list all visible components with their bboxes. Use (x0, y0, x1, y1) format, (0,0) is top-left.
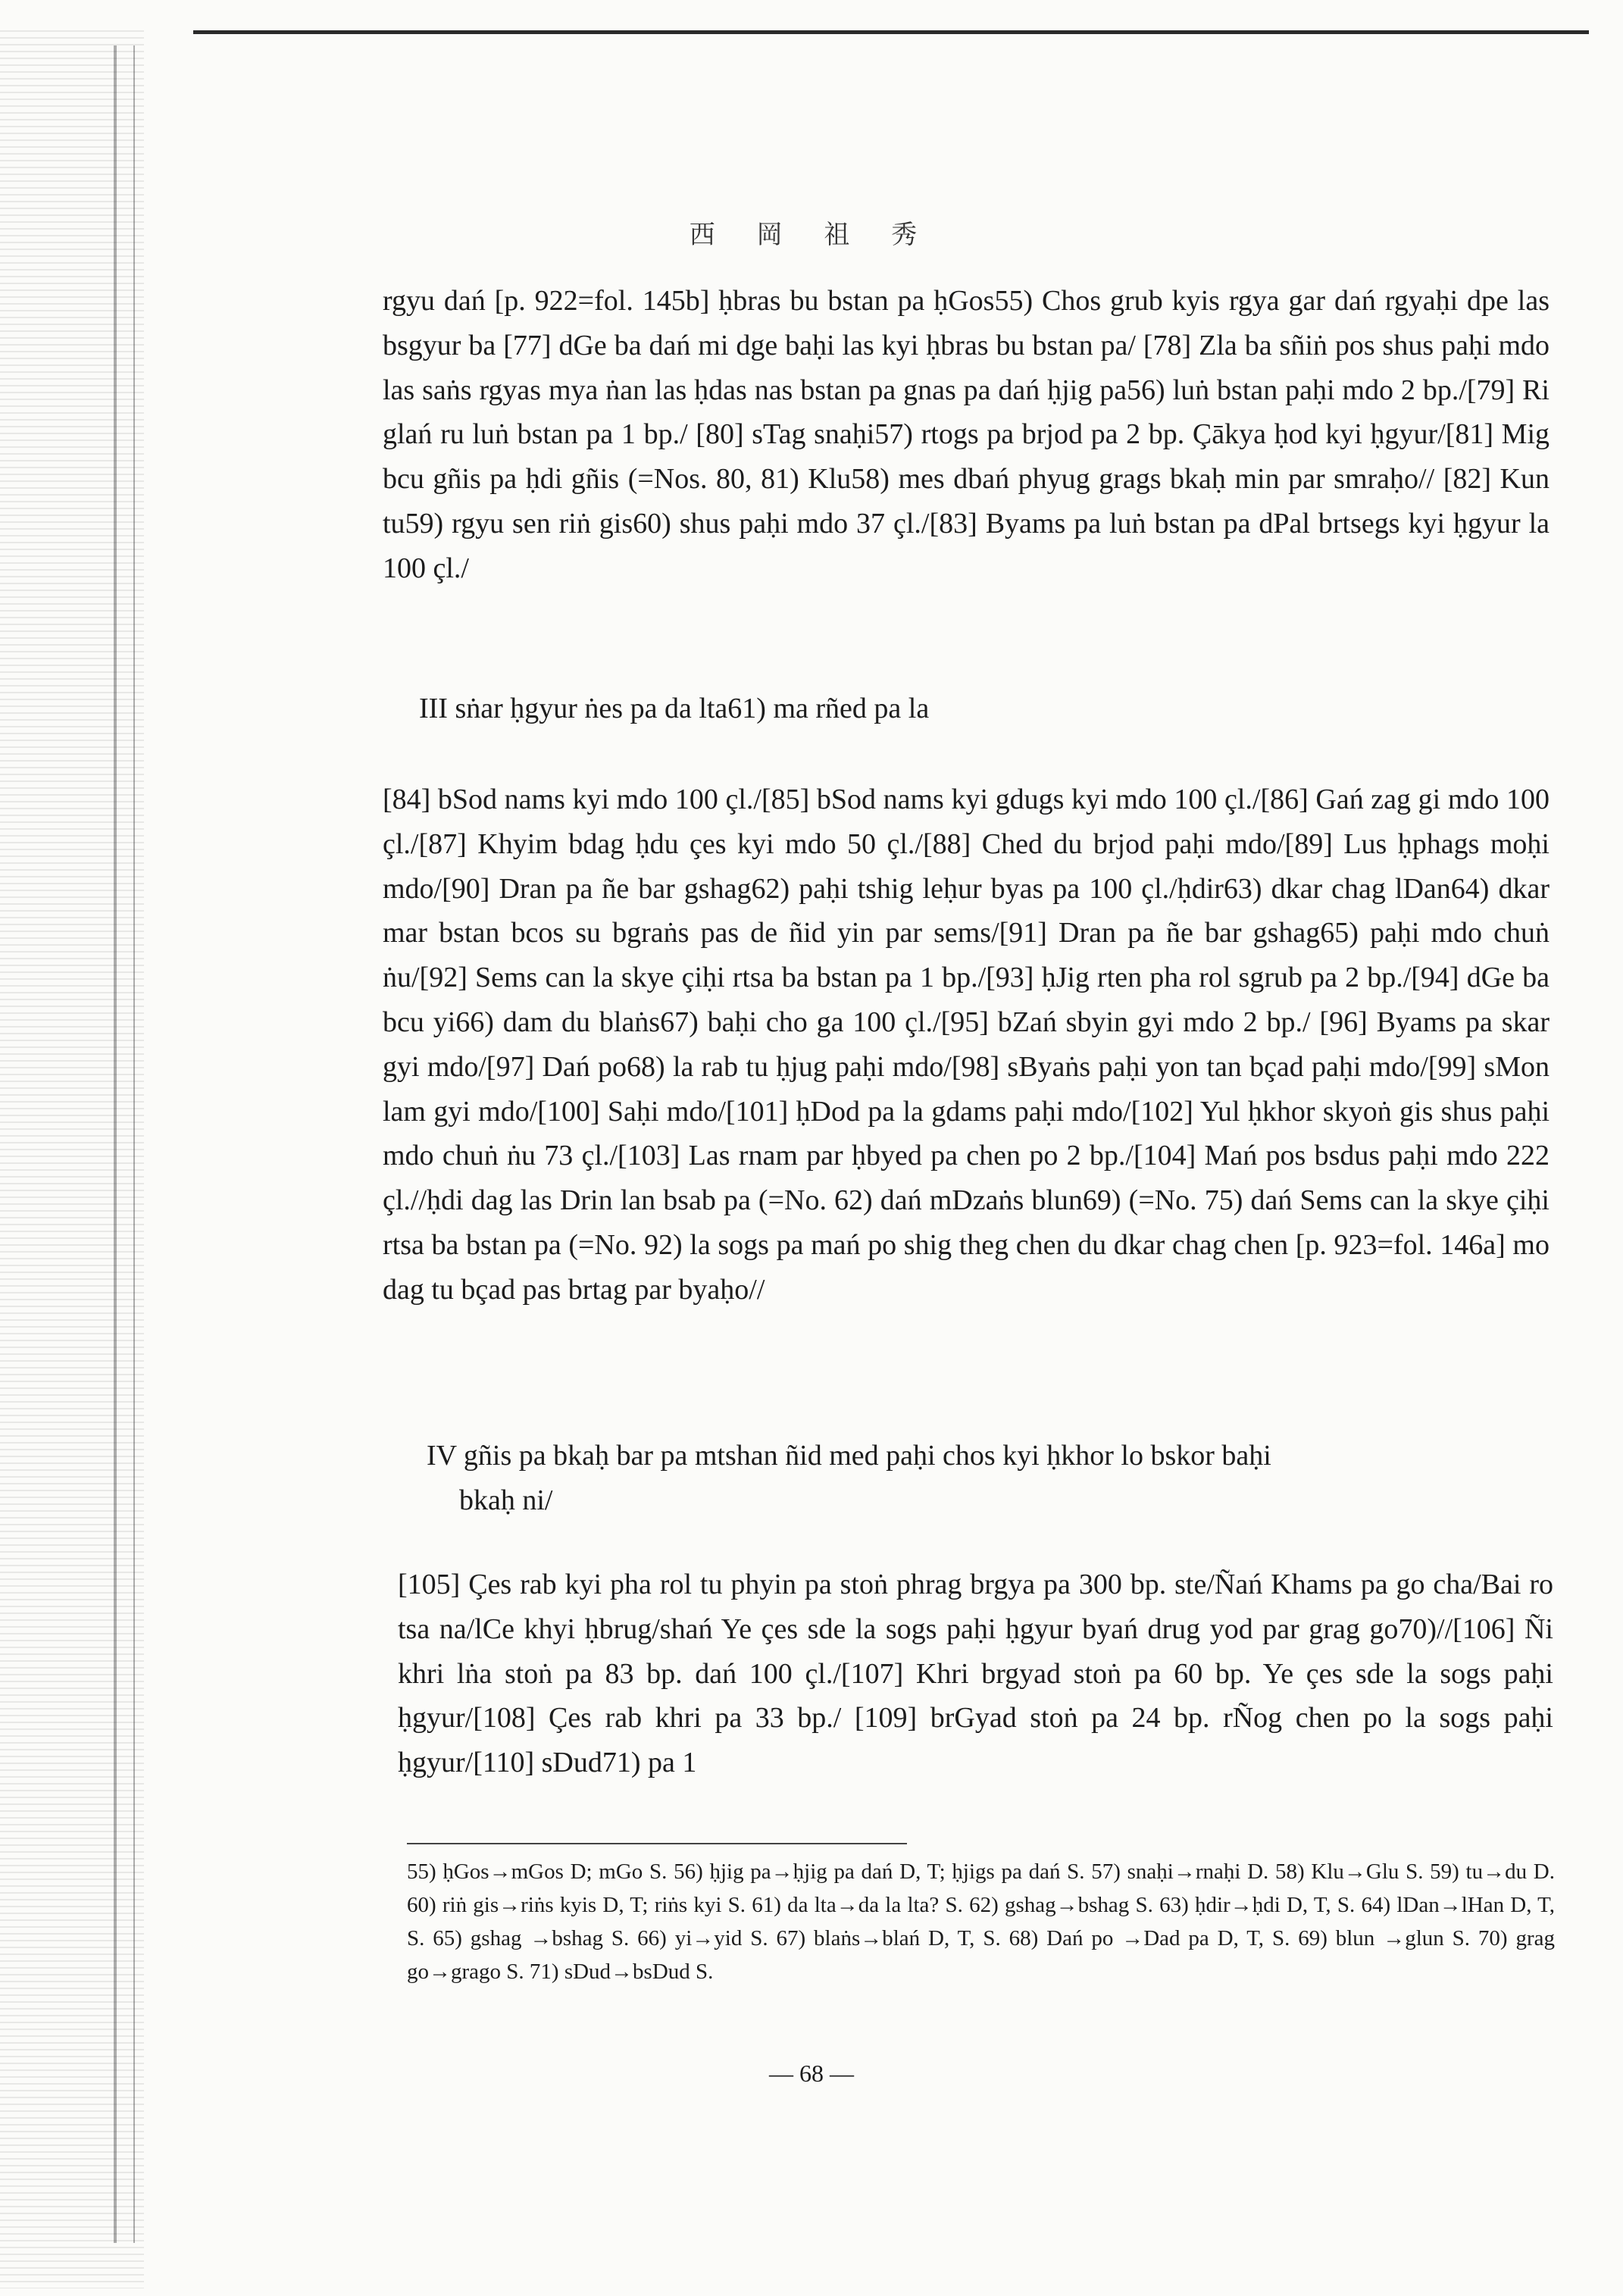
footnotes: 55) ḥGos→mGos D; mGo S. 56) ḥjig pa→ḥjig pa dań D, T; ḥjigs pa dań S. 57) snaḥi→rnaḥi D. 58) Klu→Glu S. 59) tu→du D. 60) riṅ gis→riṅs kyis D, T; riṅs kyi S. 61) da lta→da la lta? S. 62) gshag→bshag S. 63) ḥdir→ḥdi D, T, S. 64) lDan→lHan D, T, S. 65) gshag →bshag S. 66) yi→yid S. 67) blaṅs→blań D, T, S. 68) Dań po →Dad pa D, T, S. 69) blun →glun S. 70) grag go→grago S. 71) sDud→bsDud S. (407, 1860, 1555, 1984)
page-number: — 68 — (769, 2060, 854, 2087)
paragraph-3: [105] Çes rab kyi pha rol tu phyin pa stoṅ phrag brgya pa 300 bp. ste/Ñań Khams pa go cha/Bai ro tsa na/lCe khyi ḥbrug/shań Ye çes sde la sogs paḥi ḥgyur byań drug yod par grag go70)//[106] Ñi khri lṅa stoṅ pa 83 bp. dań 100 çl./[107] Khri brgyad stoṅ pa 60 bp. Ye çes sde la sogs paḥi ḥgyur/[108] Çes rab khri pa 33 bp./ [109] brGyad stoṅ pa 24 bp. rÑog chen po la sogs paḥi ḥgyur/[110] sDud71) pa 1 (398, 1569, 1553, 1779)
binding-line (114, 45, 117, 2243)
section-heading-iv (427, 1434, 1552, 1523)
page-header: 西 岡 祖 秀 (689, 220, 934, 250)
section-heading-iv-line2: bkaḥ ni/ (459, 1484, 553, 1516)
paragraph-2: [84] bSod nams kyi mdo 100 çl./[85] bSod nams kyi gdugs kyi mdo 100 çl./[86] Gań zag gi mdo 100 çl./[87] Khyim bdag ḥdu çes kyi mdo 50 çl./[88] Ched du brjod paḥi mdo/[89] Lus ḥphags moḥi mdo/[90] Dran pa ñe bar gshag62) paḥi tshig leḥur byas pa 100 çl./ḥdir63) dkar chag lDan64) dkar mar bstan bcos su bgraṅs pas de ñid yin par sems/[91] Dran pa ñe bar gshag65) paḥi mdo chuṅ ṅu/[92] Sems can la skye çiḥi rtsa ba bstan pa 1 bp./[93] ḥJig rten pha rol sgrub pa 2 bp./[94] dGe ba bcu yi66) dam du blaṅs67) baḥi cho ga 100 çl./[95] bZań sbyin gyi mdo 2 bp./ [96] Byams pa skar gyi mdo/[97] Dań po68) la rab tu ḥjug paḥi mdo/[98] sByaṅs paḥi yon tan bçad paḥi mdo/[99] sMon lam gyi mdo/[100] Saḥi mdo/[101] ḥDod pa la gdams paḥi mdo/[102] Yul ḥkhor skyoṅ gis shus paḥi mdo chuṅ ṅu 73 çl./[103] Las rnam par ḥbyed pa chen po 2 bp./[104] Mań pos bsdus paḥi mdo 222 çl.//ḥdi dag las Drin lan bsab pa (=No. 62) dań mDzaṅs blun69) (=No. 75) dań Sems can la skye çiḥi rtsa ba bstan pa (=No. 92) la sogs pa mań po shig theg chen du dkar chag chen [p. 923=fol. 146a] mo dag tu bçad pas brtag par byaḥo// (383, 784, 1550, 1306)
binding-edge (0, 30, 144, 2288)
section-heading-iii: III sṅar ḥgyur ṅes pa da lta61) ma rñed pa la (419, 693, 930, 724)
paragraph-1: rgyu dań [p. 922=fol. 145b] ḥbras bu bstan pa ḥGos55) Chos grub kyis rgya gar dań rgyaḥi dpe las bsgyur ba [77] dGe ba dań mi dge baḥi las kyi ḥbras bu bstan pa/ [78] Zla ba sñiṅ pos shus paḥi mdo las saṅs rgyas mya ṅan las ḥdas nas bstan pa gnas pa dań ḥjig pa56) luṅ bstan paḥi mdo 2 bp./[79] Ri glań ru luṅ bstan pa 1 bp./ [80] sTag snaḥi57) rtogs pa brjod pa 2 bp. Çākya ḥod kyi ḥgyur/[81] Mig bcu gñis pa ḥdi gñis (=Nos. 80, 81) Klu58) mes dbań phyug grags bkaḥ min par smraḥo// [82] Kun tu59) rgyu sen riṅ gis60) shus paḥi mdo 37 çl./[83] Byams pa luṅ bstan pa dPal brtsegs kyi ḥgyur la 100 çl./ (383, 285, 1550, 584)
section-heading-iv-line1: IV gñis pa bkaḥ bar pa mtshan ñid med paḥi chos kyi ḥkhor lo bskor baḥi (427, 1440, 1271, 1472)
top-rule (193, 30, 1589, 34)
footnote-rule (407, 1843, 907, 1844)
binding-line (133, 45, 135, 2243)
